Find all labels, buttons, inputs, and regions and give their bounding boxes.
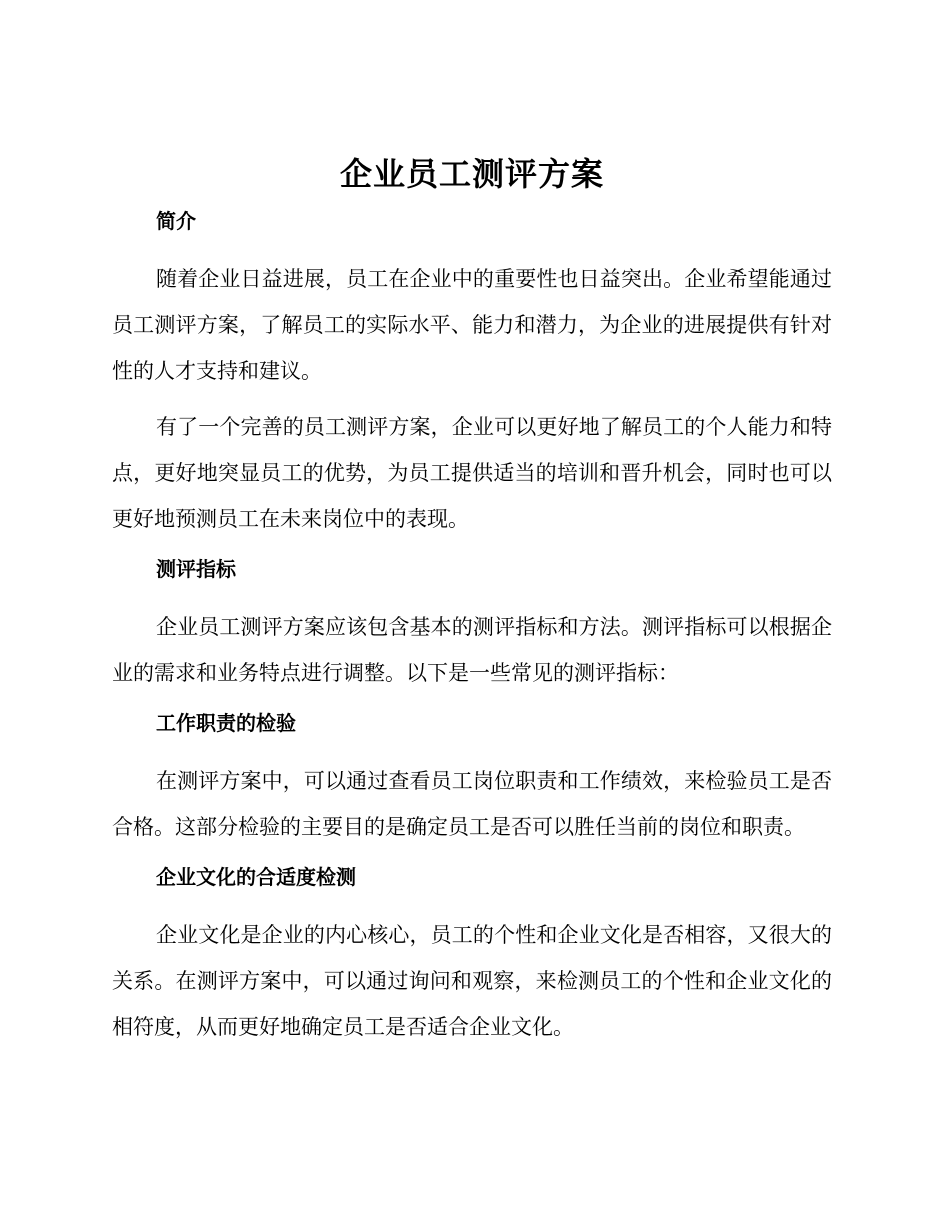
section-heading-intro: 简介 <box>156 209 196 233</box>
document-page <box>112 148 832 1050</box>
metrics-paragraph: 企业员工测评方案应该包含基本的测评指标和方法。测评指标可以根据企业的需求和业务特点进行调整。以下是一些常见的测评指标： <box>112 615 832 685</box>
document-title: 企业员工测评方案 <box>339 155 604 193</box>
section-heading-duty-check: 工作职责的检验 <box>156 711 296 735</box>
duty-check-paragraph: 在测评方案中，可以通过查看员工岗位职责和工作绩效，来检验员工是否合格。这部分检验的主要目的是确定员工是否可以胜任当前的岗位和职责。 <box>112 769 832 839</box>
intro-paragraph-2: 有了一个完善的员工测评方案，企业可以更好地了解员工的个人能力和特点，更好地突显员工的优势，为员工提供适当的培训和晋升机会，同时也可以更好地预测员工在未来岗位中的表现。 <box>112 415 832 531</box>
section-heading-culture-fit: 企业文化的合适度检测 <box>156 865 356 889</box>
intro-paragraph-1: 随着企业日益进展，员工在企业中的重要性也日益突出。企业希望能通过员工测评方案，了解员工的实际水平、能力和潜力，为企业的进展提供有针对性的人才支持和建议。 <box>112 267 832 383</box>
culture-fit-paragraph: 企业文化是企业的内心核心，员工的个性和企业文化是否相容，又很大的关系。在测评方案中，可以通过询问和观察，来检测员工的个性和企业文化的相符度，从而更好地确定员工是否适合企业文化。 <box>112 923 832 1039</box>
section-heading-metrics: 测评指标 <box>156 557 236 581</box>
